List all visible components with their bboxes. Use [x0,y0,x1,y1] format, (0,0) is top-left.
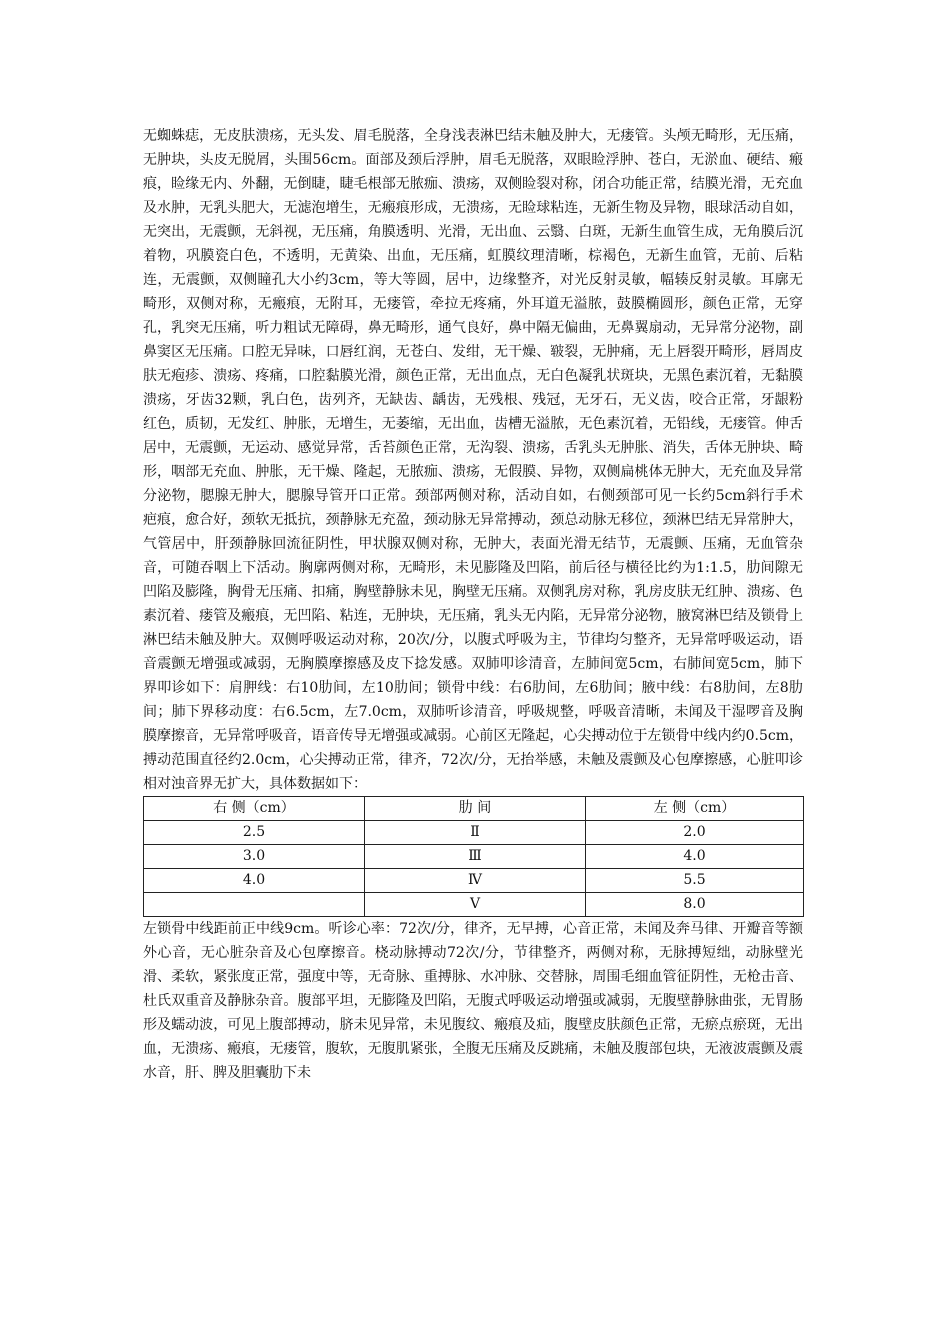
table-header-row [144,797,804,821]
table-row [144,869,804,893]
cell-intercostal: Ⅱ [365,821,586,845]
exam-paragraph-2: 左锁骨中线距前正中线9cm。听诊心率：72次/分，律齐，无早搏，心音正常，未闻及奔马律、开瓣音等额外心音，无心脏杂音及心包摩擦音。桡动脉搏动72次/分，节律整齐，两侧对称，无脉搏短绌，动脉壁光滑、柔软，紧张度正常，强度中等，无奇脉、重搏脉、水冲脉、交替脉，周围毛细血管征阴性，无枪击音、杜氏双重音及静脉杂音。腹部平坦，无膨隆及凹陷，无腹式呼吸运动增强或减弱，无腹壁静脉曲张，无胃肠形及蠕动波，可见上腹部搏动，脐未见异常，未见腹纹、瘢痕及疝，腹壁皮肤颜色正常，无瘀点瘀斑，无出血，无溃疡、瘢痕，无瘘管，腹软，无腹肌紧张，全腹无压痛及反跳痛，未触及腹部包块，无液波震颤及震水音，肝、脾及胆囊肋下未 [143,921,803,1081]
table-row [144,893,804,917]
exam-paragraph-1: 无蜘蛛痣，无皮肤溃疡，无头发、眉毛脱落，全身浅表淋巴结未触及肿大，无瘘管。头颅无畸形，无压痛，无肿块，头皮无脱屑，头围56cm。面部及颈后浮肿，眉毛无脱落，双眼睑浮肿、苍白，无淤血、硬结、瘢痕，睑缘无内、外翻，无倒睫，睫毛根部无脓痂、溃疡，双侧睑裂对称，闭合功能正常，结膜光滑，无充血及水肿，无乳头肥大，无滤泡增生，无瘢痕形成，无溃疡，无睑球粘连，无新生物及异物，眼球活动自如，无突出，无震颤，无斜视，无压痛，角膜透明、光滑，无出血、云翳、白斑，无新生血管生成，无角膜后沉着物，巩膜瓷白色，不透明，无黄染、出血，无压痛，虹膜纹理清晰，棕褐色，无新生血管，无前、后粘连，无震颤，双侧瞳孔大小约3cm，等大等圆，居中，边缘整齐，对光反射灵敏，幅辏反射灵敏。耳廓无畸形，双侧对称，无瘢痕，无附耳，无瘘管，牵拉无疼痛，外耳道无溢脓，鼓膜椭圆形，颜色正常，无穿孔，乳突无压痛，听力粗试无障碍，鼻无畸形，通气良好，鼻中隔无偏曲，无鼻翼扇动，无异常分泌物，副鼻窦区无压痛。口腔无异味，口唇红润，无苍白、发绀，无干燥、皲裂，无肿痛，无上唇裂开畸形，唇周皮肤无疱疹、溃疡、疼痛，口腔黏膜光滑，颜色正常，无出血点，无白色凝乳状斑块，无黑色素沉着，无黏膜溃疡，牙齿32颗，乳白色，齿列齐，无缺齿、龋齿，无残根、残冠，无牙石，无义齿，咬合正常，牙龈粉红色，质韧，无发红、肿胀，无增生，无萎缩，无出血，齿槽无溢脓，无色素沉着，无铅线，无瘘管。伸舌居中，无震颤，无运动、感觉异常，舌苔颜色正常，无沟裂、溃疡，舌乳头无肿胀、消失，舌体无肿块、畸形，咽部无充血、肿胀，无干燥、隆起，无脓痂、溃疡，无假膜、异物，双侧扁桃体无肿大，无充血及异常分泌物，腮腺无肿大，腮腺导管开口正常。颈部两侧对称，活动自如，右侧颈部可见一长约5cm斜行手术疤痕，愈合好，颈软无抵抗，颈静脉无充盈，颈动脉无异常搏动，颈总动脉无移位，颈淋巴结无异常肿大，气管居中，肝颈静脉回流征阴性，甲状腺双侧对称，无肿大，表面光滑无结节，无震颤、压痛，无血管杂音，可随吞咽上下活动。胸廓两侧对称，无畸形，未见膨隆及凹陷，前后径与横径比约为1:1.5，肋间隙无凹陷及膨隆，胸骨无压痛、扣痛，胸壁静脉未见，胸壁无压痛。双侧乳房对称，乳房皮肤无红肿、溃疡、色素沉着、瘘管及瘢痕，无凹陷、粘连，无肿块，无压痛，乳头无内陷，无异常分泌物，腋窝淋巴结及锁骨上淋巴结未触及肿大。双侧呼吸运动对称，20次/分，以腹式呼吸为主，节律均匀整齐，无异常呼吸运动，语音震颤无增强或减弱，无胸膜摩擦感及皮下捻发感。双肺叩诊清音，左肺间宽5cm，右肺间宽5cm，肺下界叩诊如下：肩胛线：右10肋间，左10肋间；锁骨中线：右6肋间，左6肋间；腋中线：右8肋间，左8肋间；肺下界移动度：右6.5cm，左7.0cm，双肺听诊清音，呼吸规整，呼吸音清晰，未闻及干湿啰音及胸膜摩擦音，无异常呼吸音，语音传导无增强或减弱。心前区无隆起，心尖搏动位于左锁骨中线内约0.5cm，搏动范围直径约2.0cm，心尖搏动正常，律齐，72次/分，无抬举感，未触及震颤及心包摩擦感，心脏叩诊相对浊音界无扩大，具体数据如下： [143,128,803,792]
cell-intercostal: Ⅲ [365,845,586,869]
table-row [144,845,804,869]
header-right-side: 右 侧（cm） [144,797,365,821]
cell-intercostal: Ⅳ [365,869,586,893]
cell-right: 2.5 [144,821,365,845]
cell-left: 5.5 [586,869,804,893]
cell-left: 2.0 [586,821,804,845]
cell-intercostal: Ⅴ [365,893,586,917]
cell-right [144,893,365,917]
cardiac-dullness-table [143,796,804,917]
document-page [143,124,803,1085]
cell-left: 4.0 [586,845,804,869]
table-row [144,821,804,845]
header-left-side: 左 侧（cm） [586,797,804,821]
cell-right: 4.0 [144,869,365,893]
cell-left: 8.0 [586,893,804,917]
header-intercostal: 肋 间 [365,797,586,821]
cell-right: 3.0 [144,845,365,869]
